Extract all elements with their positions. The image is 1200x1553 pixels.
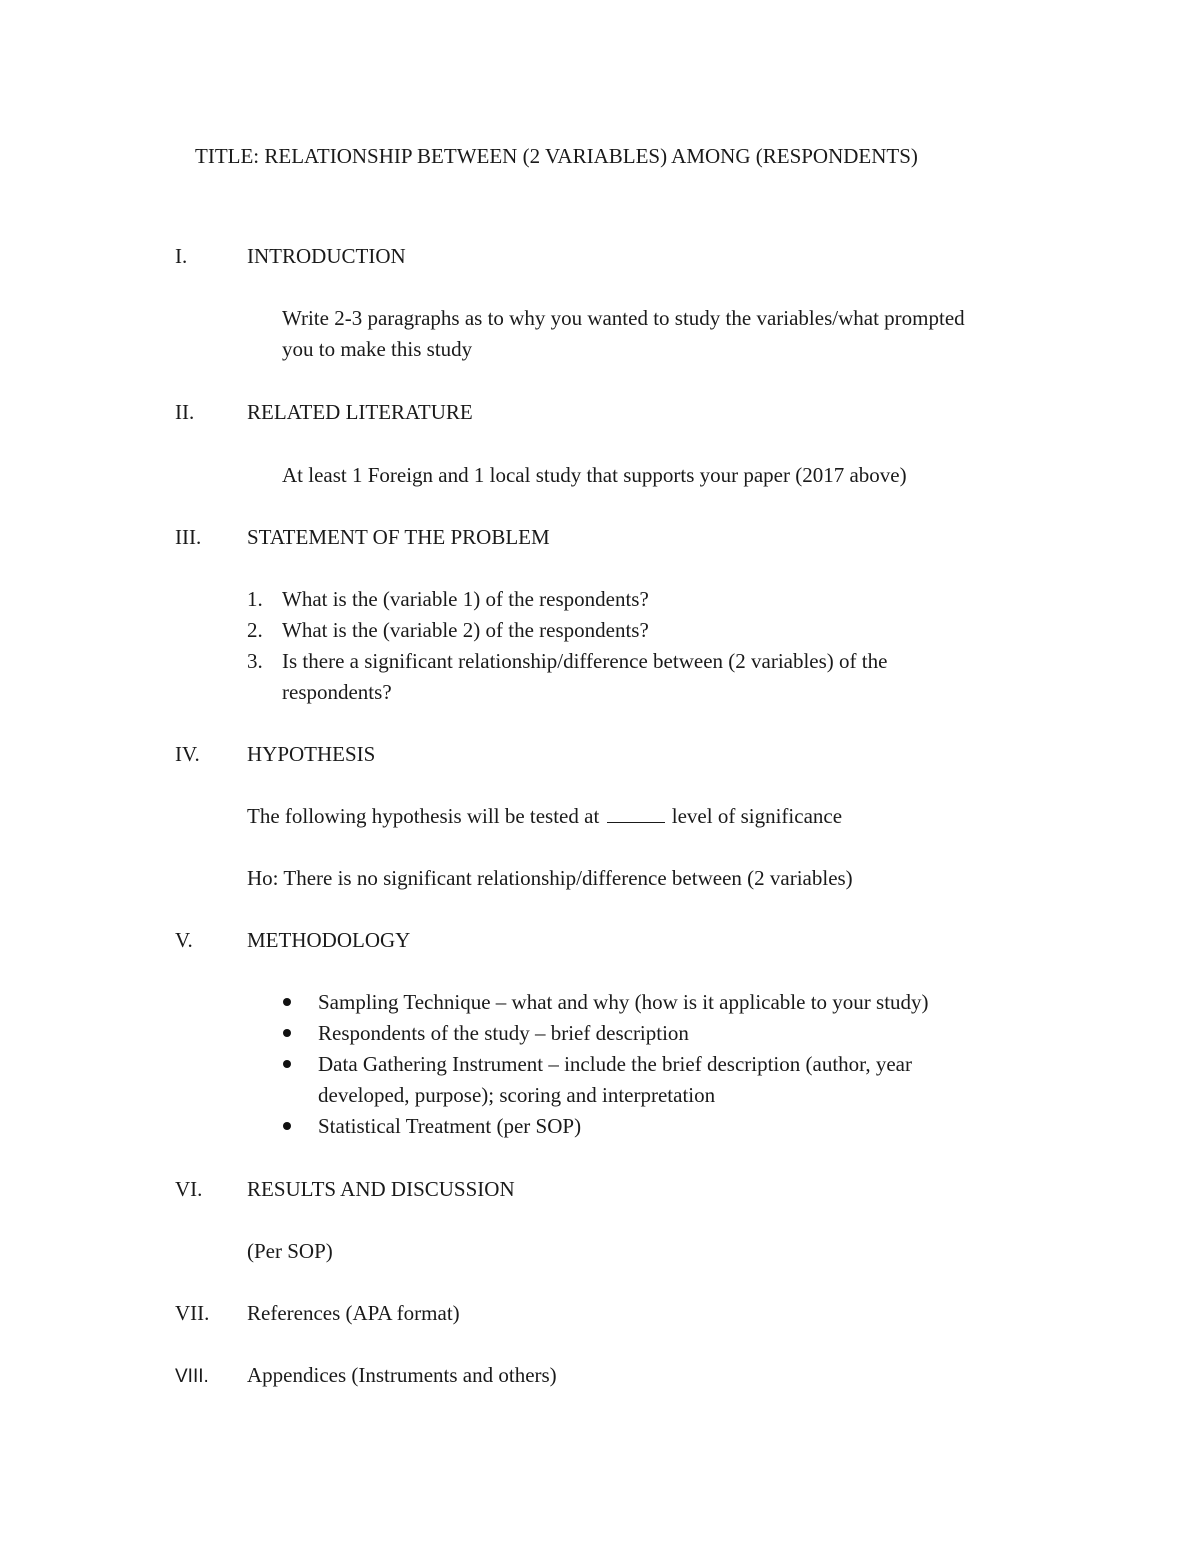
- section-body-line: you to make this study: [282, 337, 473, 361]
- section-number: IV.: [175, 742, 200, 766]
- null-hypothesis: Ho: There is no significant relationship/difference between (2 variables): [247, 866, 853, 890]
- section-heading: METHODOLOGY: [247, 928, 411, 952]
- bullet-icon: [283, 998, 291, 1006]
- section-heading: RESULTS AND DISCUSSION: [247, 1177, 515, 1201]
- section-number: VIII.: [175, 1366, 209, 1387]
- bullet-icon: [283, 1060, 291, 1068]
- bullet-item: Sampling Technique – what and why (how is it applicable to your study): [318, 990, 929, 1014]
- section-heading: HYPOTHESIS: [247, 742, 376, 766]
- bullet-item: Statistical Treatment (per SOP): [318, 1114, 582, 1138]
- section-number: I.: [175, 244, 188, 268]
- section-heading: References (APA format): [247, 1301, 460, 1325]
- section-body-line: At least 1 Foreign and 1 local study that supports your paper (2017 above): [282, 463, 907, 487]
- section-number: VI.: [175, 1177, 203, 1201]
- list-item-continuation: respondents?: [282, 680, 392, 704]
- section-number: III.: [175, 525, 202, 549]
- list-item-number: 2.: [247, 618, 263, 642]
- section-heading: RELATED LITERATURE: [247, 400, 473, 424]
- list-item: Is there a significant relationship/difference between (2 variables) of the: [282, 649, 888, 673]
- section-heading: INTRODUCTION: [247, 244, 406, 268]
- bullet-item: Data Gathering Instrument – include the brief description (author, year: [318, 1052, 912, 1076]
- section-heading: Appendices (Instruments and others): [247, 1363, 557, 1387]
- section-number: V.: [175, 928, 193, 952]
- section-body-line: Write 2-3 paragraphs as to why you wanted to study the variables/what prompted: [282, 306, 965, 330]
- hypothesis-line: [247, 801, 842, 832]
- list-item: What is the (variable 1) of the respondents?: [282, 587, 649, 611]
- list-item-number: 3.: [247, 649, 263, 673]
- list-item: What is the (variable 2) of the respondents?: [282, 618, 649, 642]
- section-number: VII.: [175, 1301, 210, 1325]
- bullet-item-continuation: developed, purpose); scoring and interpretation: [318, 1083, 716, 1107]
- bullet-icon: [283, 1122, 291, 1130]
- bullet-icon: [283, 1029, 291, 1037]
- section-heading: STATEMENT OF THE PROBLEM: [247, 525, 550, 549]
- hypothesis-text-after: level of significance: [671, 804, 843, 828]
- section-number: II.: [175, 400, 195, 424]
- section-body-line: (Per SOP): [247, 1239, 333, 1263]
- bullet-item: Respondents of the study – brief description: [318, 1021, 689, 1045]
- significance-blank: [607, 802, 665, 823]
- list-item-number: 1.: [247, 587, 263, 611]
- hypothesis-text-before: The following hypothesis will be tested at: [247, 804, 600, 828]
- document-title: TITLE: RELATIONSHIP BETWEEN (2 VARIABLES) AMONG (RESPONDENTS): [195, 144, 918, 168]
